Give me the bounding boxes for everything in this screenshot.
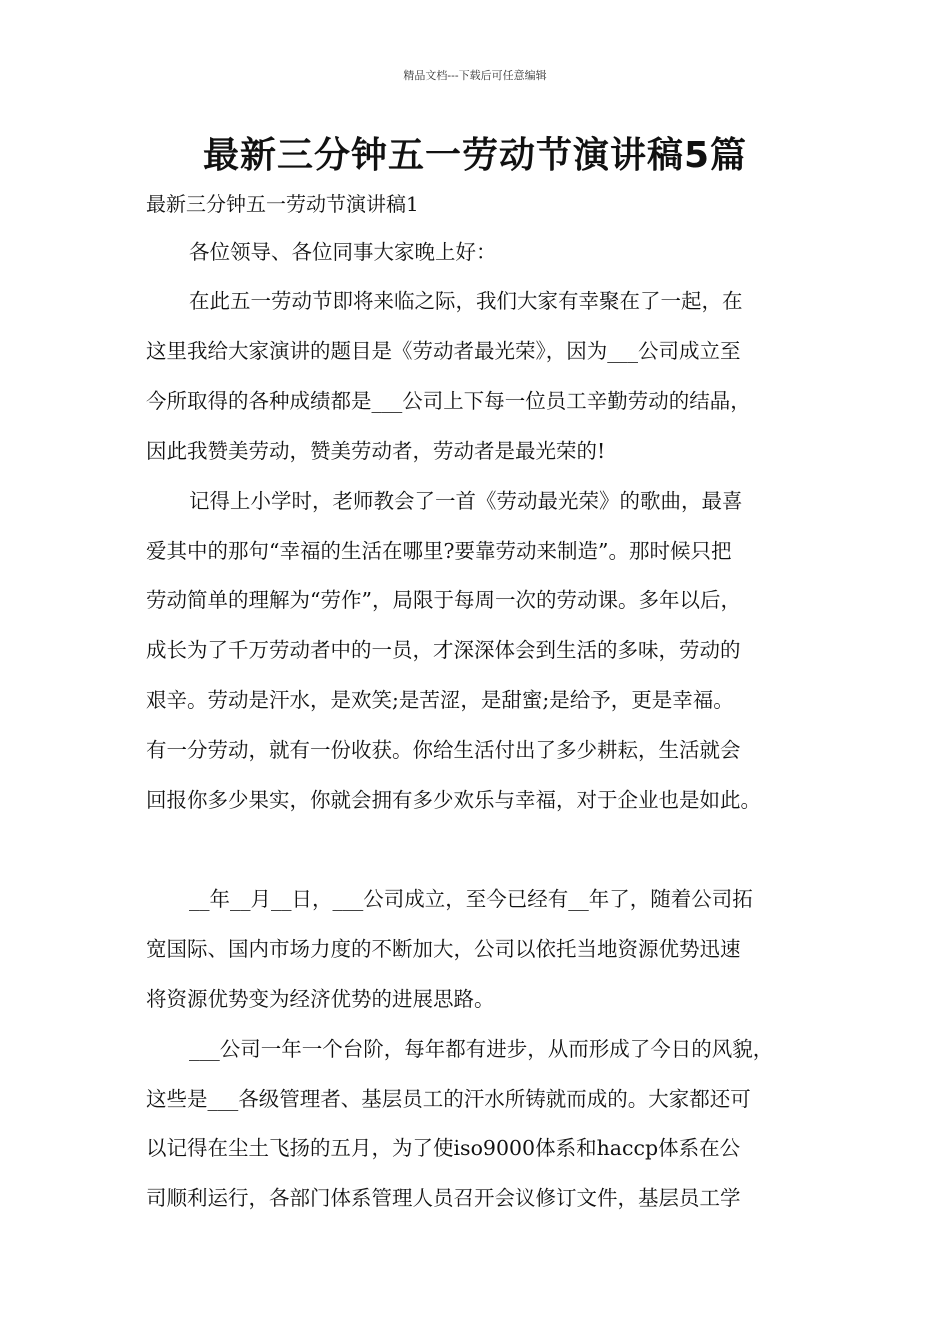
body-line: 爱其中的那句“幸福的生活在哪里?要靠劳动来制造”。那时候只把 — [146, 539, 732, 563]
body-line: 这些是___各级管理者、基层员工的汗水所铸就而成的。大家都还可 — [146, 1087, 751, 1111]
body-line: 因此我赞美劳动，赞美劳动者，劳动者是最光荣的! — [146, 439, 606, 463]
body-line: ___公司一年一个台阶，每年都有进步，从而形成了今日的风貌， — [189, 1037, 774, 1061]
section-heading: 最新三分钟五一劳动节演讲稿1 — [146, 192, 419, 216]
page-header: 精品文档---下载后可任意编辑 — [403, 69, 547, 82]
body-line: 回报你多少果实，你就会拥有多少欢乐与幸福，对于企业也是如此。 — [146, 788, 761, 812]
body-line: 劳动简单的理解为“劳作”，局限于每周一次的劳动课。多年以后， — [146, 588, 741, 612]
body-line: 以记得在尘土飞扬的五月，为了使iso9000体系和haccp体系在公 — [146, 1136, 741, 1160]
body-line: 将资源优势变为经济优势的进展思路。 — [146, 987, 495, 1011]
body-line: 这里我给大家演讲的题目是《劳动者最光荣》，因为___公司成立至 — [146, 339, 741, 363]
body-line: 成长为了千万劳动者中的一员，才深深体会到生活的多味，劳动的 — [146, 638, 741, 662]
body-line: 记得上小学时，老师教会了一首《劳动最光荣》的歌曲，最喜 — [189, 489, 743, 513]
body-line: 各位领导、各位同事大家晚上好： — [189, 240, 497, 264]
body-line: 有一分劳动，就有一份收获。你给生活付出了多少耕耘，生活就会 — [146, 738, 741, 762]
document-title: 最新三分钟五一劳动节演讲稿5篇 — [202, 135, 748, 176]
body-line: 艰辛。劳动是汗水，是欢笑;是苦涩，是甜蜜;是给予，更是幸福。 — [146, 688, 734, 712]
body-line: 司顺利运行，各部门体系管理人员召开会议修订文件，基层员工学 — [146, 1186, 741, 1210]
body-line: 今所取得的各种成绩都是___公司上下每一位员工辛勤劳动的结晶， — [146, 389, 751, 413]
body-line: 宽国际、国内市场力度的不断加大，公司以依托当地资源优势迅速 — [146, 937, 741, 961]
body-line: 在此五一劳动节即将来临之际，我们大家有幸聚在了一起，在 — [189, 289, 743, 313]
body-line: __年__月__日，___公司成立，至今已经有__年了，随着公司拓 — [189, 887, 753, 911]
